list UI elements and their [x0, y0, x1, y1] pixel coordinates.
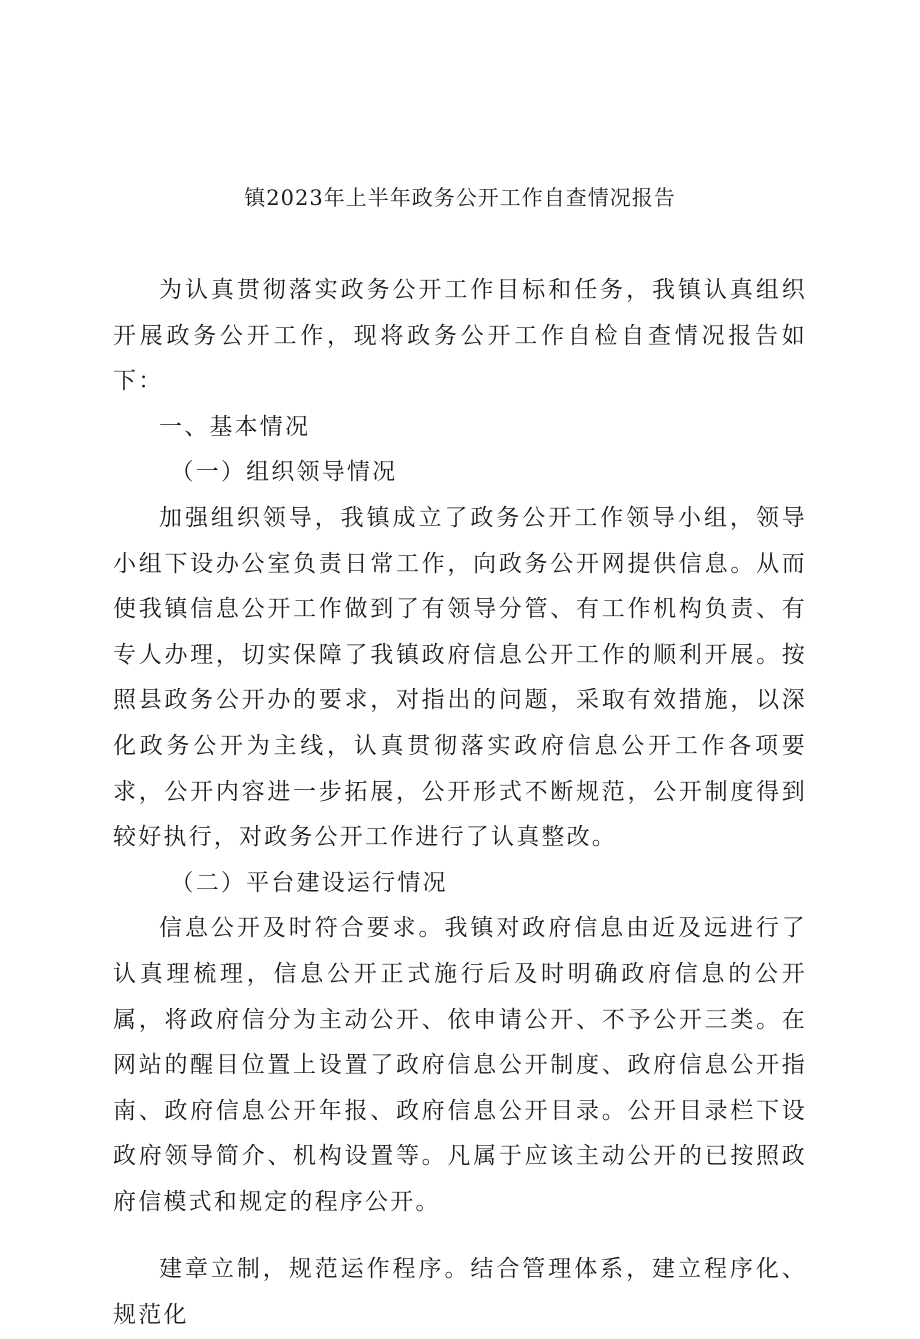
subsection-heading-platform: （二）平台建设运行情况 — [170, 869, 448, 896]
subsection-heading-organization: （一）组织领导情况 — [170, 459, 398, 486]
organization-paragraph: 加强组织领导，我镇成立了政务公开工作领导小组，领导小组下设办公室负责日常工作，向政务公开网提供信息。从而使我镇信息公开工作做到了有领导分管、有工作机构负责、有专人办理，切实保障了我镇政府信息公开工作的顺利开展。按照县政务公开办的要求，对指出的问题，采取有效措施，以深化政务公开为主线，认真贯彻落实政府信息公开工作各项要求，公开内容进一步拓展，公开形式不断规范，公开制度得到较好执行，对政务公开工作进行了认真整改。 — [113, 504, 807, 851]
platform-paragraph: 信息公开及时符合要求。我镇对政府信息由近及远进行了认真理梳理，信息公开正式施行后及时明确政府信息的公开属，将政府信分为主动公开、依申请公开、不予公开三类。在网站的醒目位置上设置了政府信息公开制度、政府信息公开指南、政府信息公开年报、政府信息公开目录。公开目录栏下设政府领导简介、机构设置等。凡属于应该主动公开的已按照政府信模式和规定的程序公开。 — [113, 915, 807, 1215]
regulations-paragraph: 建章立制，规范运作程序。结合管理体系，建立程序化、规范化 — [113, 1256, 807, 1329]
document-body — [113, 268, 807, 1339]
section-heading-basic-situation: 一、基本情况 — [159, 413, 311, 440]
intro-paragraph: 为认真贯彻落实政务公开工作目标和任务，我镇认真组织开展政务公开工作，现将政务公开工作自检自查情况报告如下： — [113, 277, 807, 395]
document-title: 镇2023年上半年政务公开工作自查情况报告 — [244, 186, 676, 210]
